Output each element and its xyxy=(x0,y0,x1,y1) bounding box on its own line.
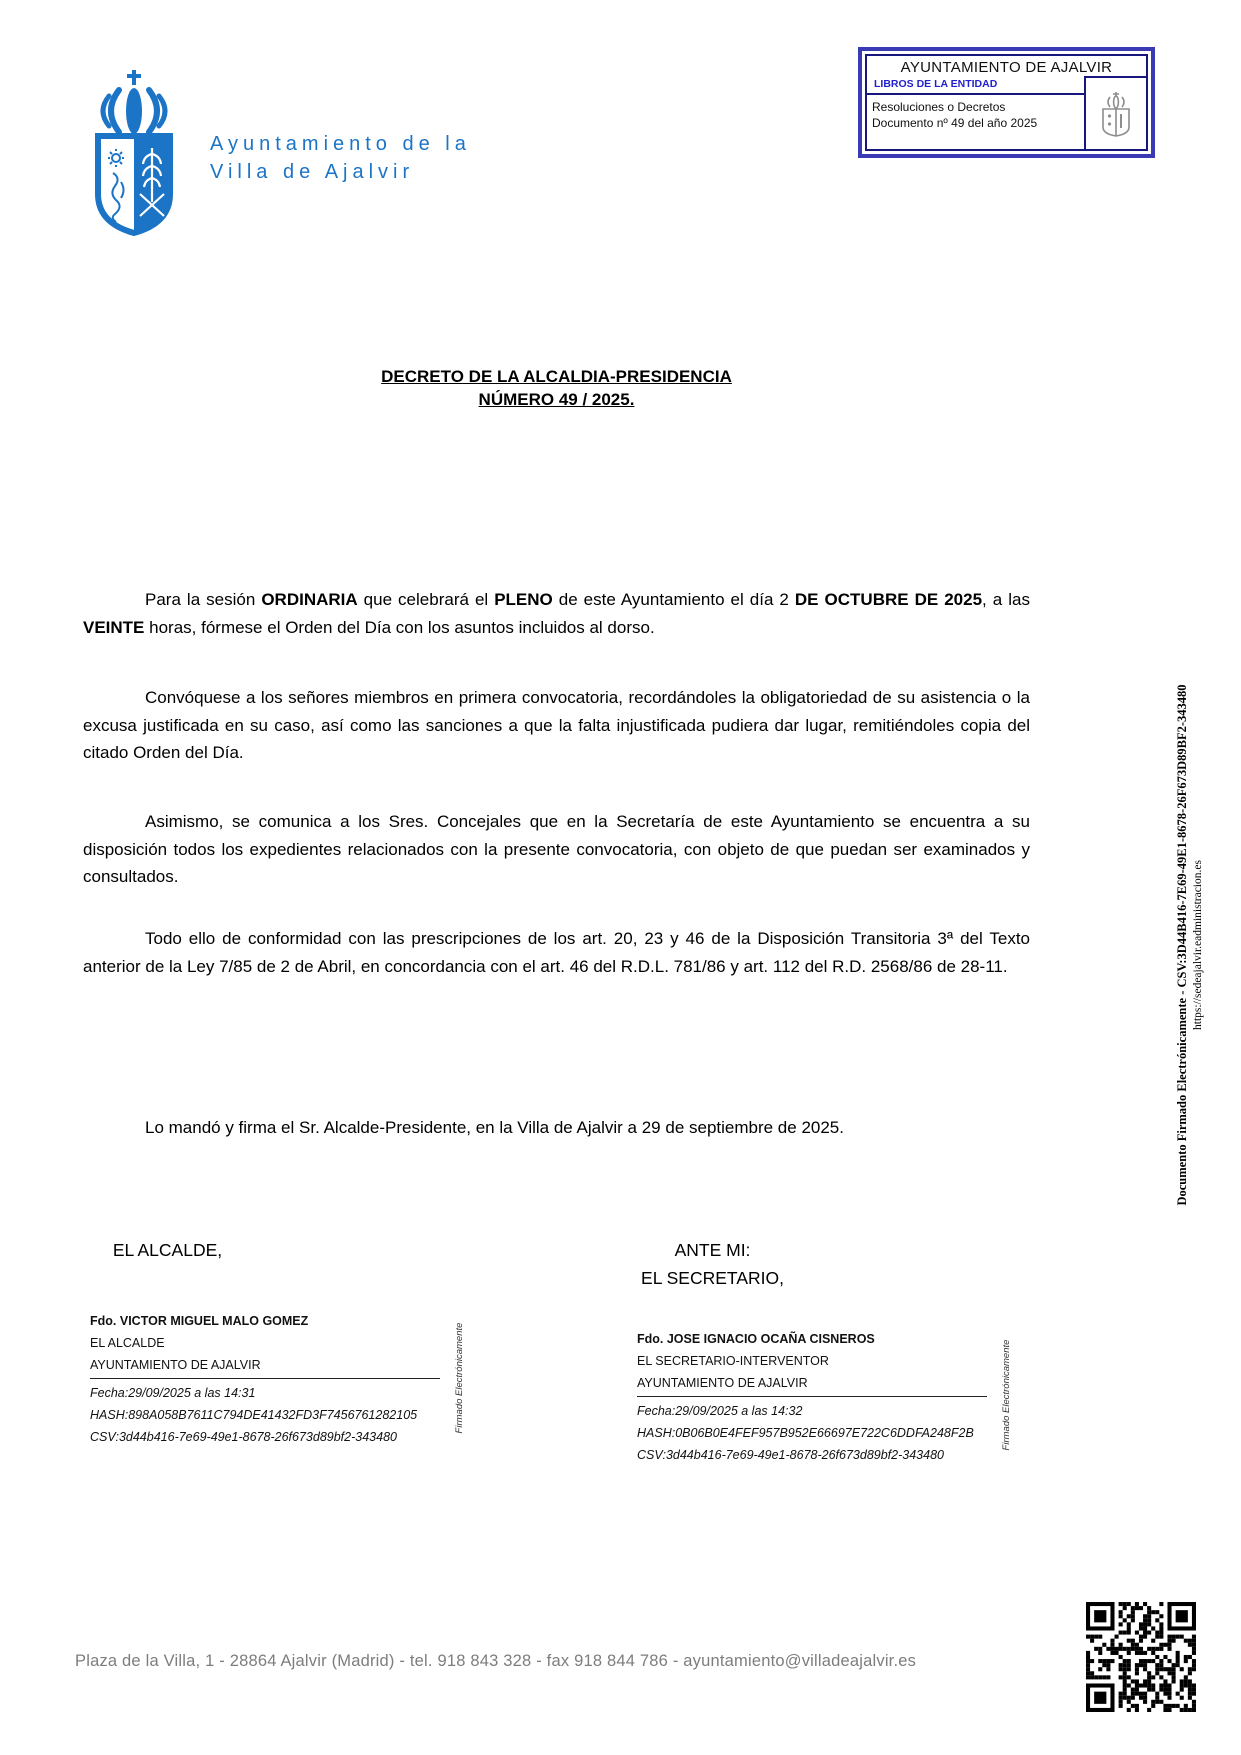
decree-title xyxy=(83,365,1030,411)
org-name-line2: Villa de Ajalvir xyxy=(210,161,415,183)
signature-csv: CSV:3d44b416-7e69-49e1-8678-26f673d89bf2-343480 xyxy=(637,1448,944,1462)
signer-role: EL SECRETARIO-INTERVENTOR xyxy=(637,1354,829,1368)
paragraph-run: horas, fórmese el Orden del Día con los asuntos incluidos al dorso. xyxy=(144,617,655,637)
secretario-label: EL SECRETARIO, xyxy=(641,1268,784,1288)
signature-header-secretario xyxy=(610,1236,815,1292)
signature-csv: CSV:3d44b416-7e69-49e1-8678-26f673d89bf2-343480 xyxy=(90,1430,397,1444)
ajalvir-coat-of-arms-icon xyxy=(88,70,180,238)
footer-contact-line: Plaza de la Villa, 1 - 28864 Ajalvir (Madrid) - tel. 918 843 328 - fax 918 844 786 - ayuntamiento@villadeajalvir.es xyxy=(75,1652,917,1670)
paragraph-run: VEINTE xyxy=(83,617,145,637)
signature-header-alcalde: EL ALCALDE, xyxy=(112,1240,223,1260)
document-csv-line: Documento Firmado Electrónicamente - CSV:3D44B416-7E69-49E1-8678-26F673D89BF2-343480 xyxy=(1175,684,1189,1206)
paragraph-run: Para la sesión xyxy=(145,590,262,609)
signature-hash: HASH:898A058B7611C794DE41432FD3F7456761282105 xyxy=(90,1408,418,1422)
firmado-electronicamente-label: Firmado Electrónicamente xyxy=(1001,1339,1012,1451)
paragraph-run: ORDINARIA xyxy=(261,590,358,609)
registry-stamp xyxy=(858,47,1155,158)
stamp-title: AYUNTAMIENTO DE AJALVIR xyxy=(900,59,1113,76)
ante-mi-label: ANTE MI: xyxy=(674,1240,751,1260)
signature-block-secretario xyxy=(637,1328,987,1466)
firmado-electronicamente-label: Firmado Electrónicamente xyxy=(454,1322,465,1434)
signature-date: Fecha:29/09/2025 a las 14:31 xyxy=(90,1386,256,1400)
paragraph-firma: Lo mandó y firma el Sr. Alcalde-Presidente, en la Villa de Ajalvir a 29 de septiembre de 2025. xyxy=(145,1118,844,1137)
document-csv-margin xyxy=(1174,635,1206,1255)
paragraph-run: de este Ayuntamiento el día 2 xyxy=(552,590,795,609)
paragraph-legal: Todo ello de conformidad con las prescripciones de los art. 20, 23 y 46 de la Disposición Transitoria 3ª del Texto anterior de la Ley 7/85 de 2 de Abril, en concordancia con el art. 46 del R.D.L. 781/86 y art. 112 del R.D. 2568/86 de 28-11. xyxy=(83,929,1030,976)
org-name-line1: Ayuntamiento de la xyxy=(210,133,471,155)
stamp-doc-type: Resoluciones o Decretos xyxy=(872,100,1006,114)
signature-date: Fecha:29/09/2025 a las 14:32 xyxy=(637,1404,803,1418)
signer-name: Fdo. JOSE IGNACIO OCAÑA CISNEROS xyxy=(637,1332,875,1346)
signature-block-alcalde xyxy=(90,1310,440,1448)
decree-title-line1: DECRETO DE LA ALCALDIA-PRESIDENCIA xyxy=(381,367,732,386)
coat-of-arms-small-icon xyxy=(1099,91,1133,137)
signer-name: Fdo. VICTOR MIGUEL MALO GOMEZ xyxy=(90,1314,309,1328)
paragraph-convocatoria: Convóquese a los señores miembros en primera convocatoria, recordándoles la obligatoriedad de su asistencia o la excusa justificada en su caso, así como las sanciones a que la falta injustificada pudiera dar lugar, remitiéndoles copia del citado Orden del Día. xyxy=(83,688,1030,762)
paragraph-session xyxy=(83,586,1030,641)
signer-org: AYUNTAMIENTO DE AJALVIR xyxy=(90,1358,261,1372)
stamp-doc-number: Documento nº 49 del año 2025 xyxy=(872,116,1038,130)
paragraph-run: PLENO xyxy=(494,590,553,609)
signer-org: AYUNTAMIENTO DE AJALVIR xyxy=(637,1376,808,1390)
paragraph-run: DE OCTUBRE DE 2025 xyxy=(794,590,983,609)
paragraph-run: , a las xyxy=(982,590,1030,609)
signature-hash: HASH:0B06B0E4FEF957B952E66697E722C6DDFA248F2B xyxy=(637,1426,974,1440)
verification-url: https://sedeajalvir.eadministracion.es xyxy=(1192,860,1204,1030)
paragraph-run: que celebrará el xyxy=(357,590,495,609)
stamp-section-label: LIBROS DE LA ENTIDAD xyxy=(867,76,1084,95)
paragraph-expedientes: Asimismo, se comunica a los Sres. Concejales que en la Secretaría de este Ayuntamiento se encuentra a su disposición todos los expedientes relacionados con la presente convocatoria, con objeto de que puedan ser examinados y consultados. xyxy=(83,812,1030,886)
org-name xyxy=(210,130,471,186)
qr-code xyxy=(1086,1602,1196,1712)
registry-stamp-inner xyxy=(865,54,1148,151)
decree-title-line2: NÚMERO 49 / 2025. xyxy=(478,390,635,409)
signer-role: EL ALCALDE xyxy=(90,1336,165,1350)
